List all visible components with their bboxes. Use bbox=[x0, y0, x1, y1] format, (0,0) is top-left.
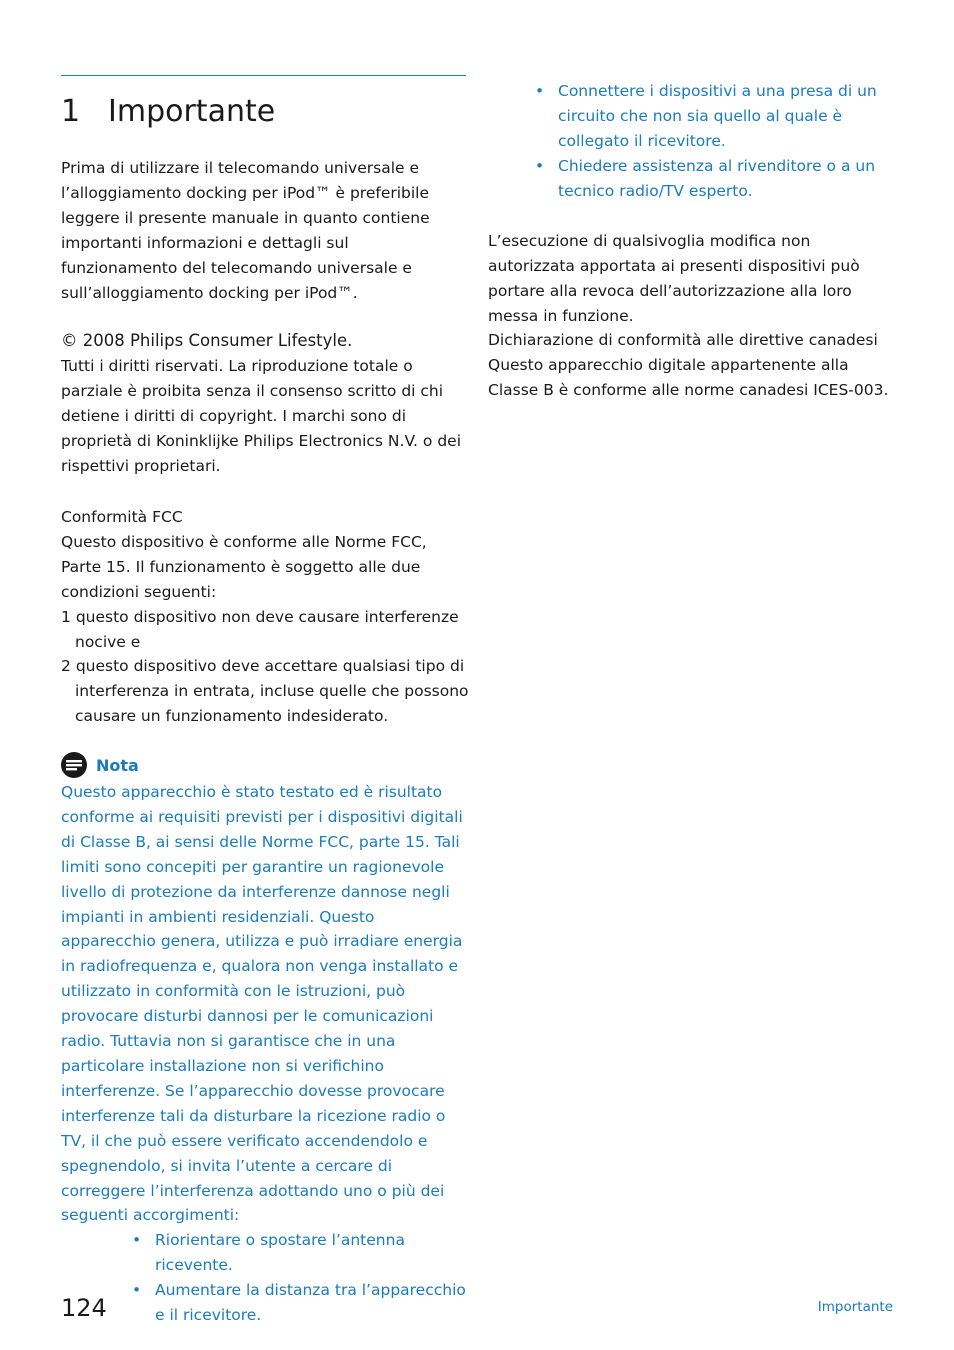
note-block bbox=[61, 751, 469, 1328]
list-item: • Chiedere assistenza al rivenditore o a un tecnico radio/TV esperto. bbox=[535, 156, 876, 200]
fcc-conditions bbox=[61, 605, 469, 730]
canada-text: Questo apparecchio digitale appartenente alla Classe B è conforme alle norme canadesi ICES-003. bbox=[488, 355, 889, 399]
intro-paragraph: Prima di utilizzare il telecomando universale e l’alloggiamento docking per iPod™ è preferibile leggere il presente manuale in quanto contiene importanti informazioni e dettagli sul funzionamento del telecomando universale e sull’alloggiamento docking per iPod™. bbox=[61, 159, 430, 302]
list-item: • Aumentare la distanza tra l’apparecchio e il ricevitore. bbox=[132, 1281, 466, 1325]
list-item: • Connettere i dispositivi a una presa di un circuito che non sia quello al quale è collegato il ricevitore. bbox=[535, 82, 877, 150]
note-icon bbox=[61, 752, 87, 778]
copyright-block bbox=[61, 329, 469, 478]
canada-heading: Dichiarazione di conformità alle direttive canadesi bbox=[488, 331, 878, 349]
note-bullets bbox=[132, 1228, 469, 1328]
fcc-text: Questo dispositivo è conforme alle Norme FCC, Parte 15. Il funzionamento è soggetto alle due condizioni seguenti: bbox=[61, 532, 427, 601]
copyright-heading: © 2008 Philips Consumer Lifestyle. bbox=[61, 331, 353, 350]
section-number: 1 bbox=[61, 94, 81, 129]
modification-paragraph: L’esecuzione di qualsivoglia modifica non autorizzata apportata ai presenti dispositivi può portare alla revoca dell’autorizzazione alla loro messa in funzione. bbox=[488, 232, 860, 325]
canada-block bbox=[488, 328, 900, 403]
note-text: Questo apparecchio è stato testato ed è risultato conforme ai requisiti previsti per i dispositivi digitali di Classe B, ai sensi delle Norme FCC, parte 15. Tali limiti sono concepiti per garantire un ragionevole livello di protezione da interferenze dannose negli impianti in ambienti residenziali. Questo apparecchio genera, utilizza e può irradiare energia in radiofrequenza e, qualora non venga installato e utilizzato in conformità con le istruzioni, può provocare disturbi dannosi per le comunicazioni radio. Tuttavia non si garantisce che in una particolare installazione non si verifichino interferenze. Se l’apparecchio dovesse provocare interferenze tali da disturbare la ricezione radio o TV, il che può essere verificato accendendolo e spegnendolo, si invita l’utente a cercare di correggere l’interferenza adottando uno o più dei seguenti accorgimenti: bbox=[61, 783, 463, 1225]
note-label: Nota bbox=[96, 755, 139, 775]
page-number: 124 bbox=[61, 1294, 107, 1322]
fcc-condition: 1 questo dispositivo non deve causare interferenze nocive e bbox=[61, 607, 459, 651]
section-title-text: Importante bbox=[108, 94, 276, 129]
fcc-heading: Conformità FCC bbox=[61, 508, 183, 526]
section-title bbox=[61, 94, 275, 129]
list-item: • Riorientare o spostare l’antenna ricevente. bbox=[132, 1231, 405, 1275]
footer-section-label: Importante bbox=[817, 1299, 893, 1315]
copyright-text: Tutti i diritti riservati. La riproduzione totale o parziale è proibita senza il consenso scritto di chi detiene i diritti di copyright. I marchi sono di proprietà di Koninklijke Philips Electronics N.V. o dei rispettivi proprietari. bbox=[61, 356, 462, 475]
note-header bbox=[61, 751, 469, 779]
fcc-condition: 2 questo dispositivo deve accettare qualsiasi tipo di interferenza in entrata, incluse quelle che possono causare un funzionamento indesiderato. bbox=[61, 657, 469, 726]
fcc-block bbox=[61, 505, 469, 729]
right-bullets bbox=[535, 79, 880, 204]
header-rule bbox=[61, 75, 466, 76]
